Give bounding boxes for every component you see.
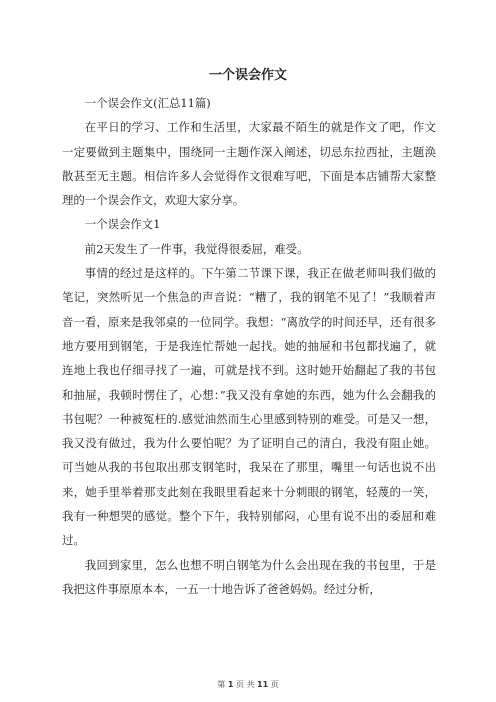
body-paragraph: 事情的经过是这样的。下午第二节课下课，我正在做老师叫我们做的笔记，突然听见一个焦急的声音说：“糟了，我的钢笔不见了！”我顺着声音一看，原来是我邻桌的一位同学。我想：“离放学的时间还早，还有很多地方要用到钢笔，于是我连忙帮她一起找。她的抽屉和书包都找遍了，就连地上我也仔细寻找了一遍，可就是找不到。这时她开始翻起了我的书包和抽屉，我顿时愣住了，心想：”我又没有拿她的东西，她为什么会翻我的书包呢？一种被冤枉的.感觉油然而生心里感到特别的难受。可是又一想，我又没有做过，我为什么要怕呢？为了证明自己的清白，我没有阻止她。可当她从我的书包取出那支钢笔时，我呆在了那里，嘴里一句话也说不出来，她手里举着那支此刻在我眼里看起来十分刺眼的钢笔，轻蔑的一笑，我有一种想哭的感觉。整个下午，我特别郁闷，心里有说不出的委屈和难过。 — [62, 266, 436, 548]
footer-suffix: 页 — [270, 680, 279, 689]
body-paragraph: 我回到家里，怎么也想不明白钢笔为什么会出现在我的书包里，于是我把这件事原原本本，一五一十地告诉了爸爸妈妈。经过分析， — [62, 557, 436, 596]
current-page-number: 1 — [227, 680, 234, 689]
document-body — [62, 91, 436, 601]
subtitle-paragraph: 一个误会作文(汇总11篇) — [84, 96, 211, 110]
page-footer — [0, 679, 496, 690]
document-title: 一个误会作文 — [208, 68, 287, 83]
total-page-count: 11 — [257, 680, 269, 689]
footer-prefix: 第 — [217, 680, 226, 689]
intro-paragraph: 在平日的学习、工作和生活里，大家最不陌生的就是作文了吧，作文一定要做到主题集中，围绕同一主题作深入阐述，切忌东拉西扯，主题涣散甚至无主题。相信许多人会觉得作文很难写吧，下面是本店铺帮大家整理的一个误会作文，欢迎大家分享。 — [62, 120, 436, 208]
body-paragraph: 前2天发生了一件事，我觉得很委屈，难受。 — [84, 241, 309, 256]
section-heading: 一个误会作文1 — [84, 217, 161, 232]
footer-middle: 页 共 — [235, 680, 255, 689]
